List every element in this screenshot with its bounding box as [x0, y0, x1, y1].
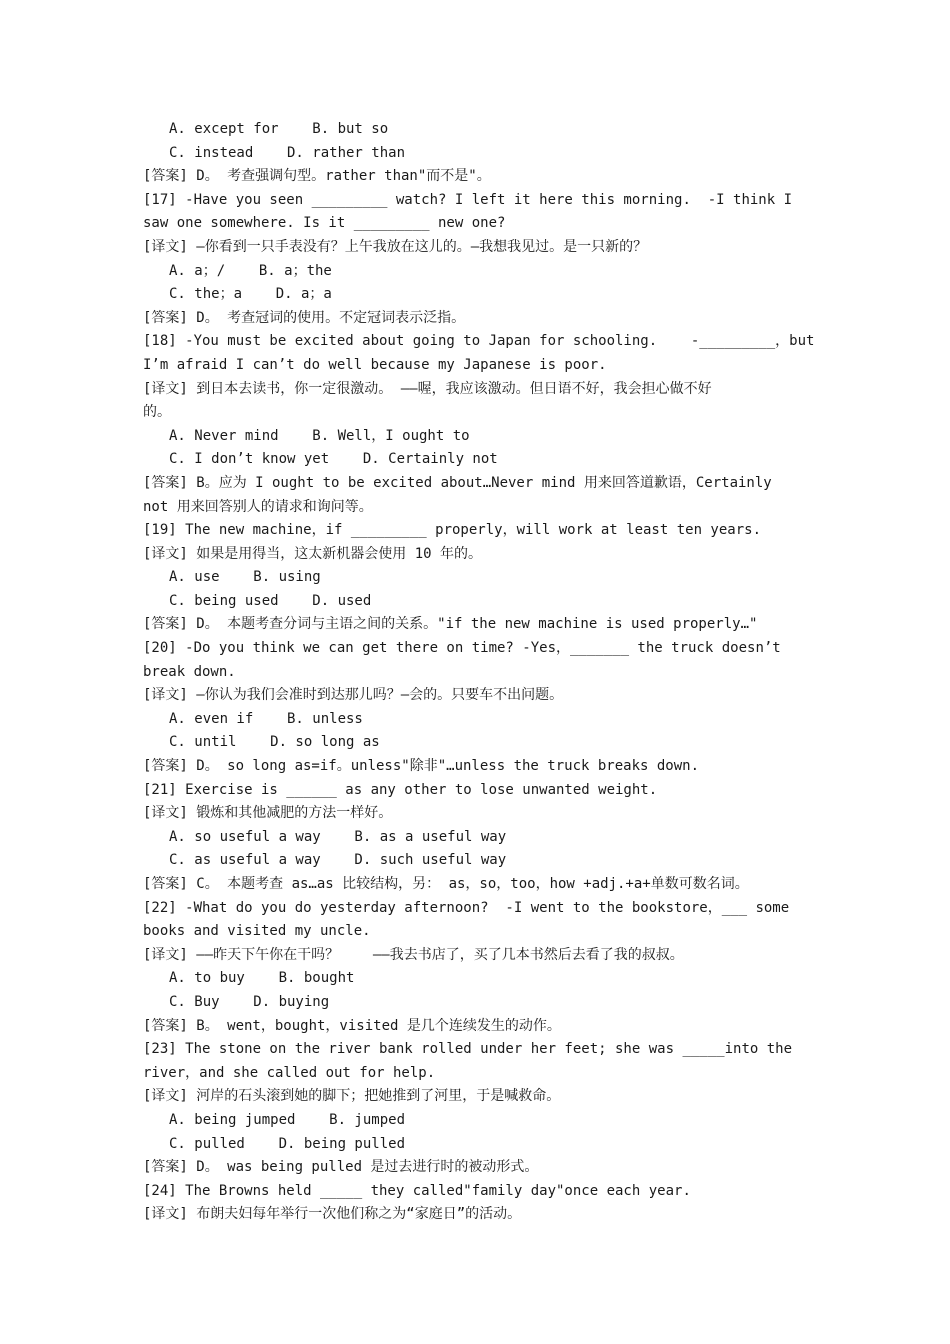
- text-line: [17] -Have you seen _________ watch? I left it here this morning. -I think I: [143, 191, 793, 208]
- text-line: I’m afraid I can’t do well because my Japanese is poor.: [143, 356, 607, 373]
- answer-options-line: A. even if B. unless: [169, 710, 363, 727]
- text-line: [19] The new machine，if _________ properly，will work at least ten years.: [143, 522, 762, 539]
- answer-options-line: A. Never mind B. Well，I ought to: [169, 427, 470, 444]
- text-line: [答案] D。 so long as=if。unless"除非"…unless the truck breaks down.: [143, 758, 700, 775]
- text-line: [21] Exercise is ______ as any other to lose unwanted weight.: [143, 781, 658, 798]
- text-line: 的。: [143, 404, 171, 421]
- answer-options-line: C. Buy D. buying: [169, 993, 330, 1010]
- text-line: [译文] 布朗夫妇每年举行一次他们称之为“家庭日”的活动。: [143, 1206, 522, 1223]
- text-line: [答案] B。 went，bought，visited 是几个连续发生的动作。: [143, 1017, 561, 1034]
- text-line: not 用来回答别人的请求和询问等。: [143, 498, 373, 515]
- text-line: river，and she called out for help.: [143, 1064, 436, 1081]
- answer-options-line: C. until D. so long as: [169, 734, 380, 751]
- text-line: [18] -You must be excited about going to Japan for schooling. -_________，but: [143, 333, 815, 350]
- text-line: saw one somewhere. Is it _________ new one?: [143, 215, 506, 232]
- text-line: break down.: [143, 663, 236, 680]
- text-line: [答案] B。应为 I ought to be excited about…Never mind 用来回答道歉语，Certainly: [143, 474, 772, 491]
- answer-options-line: C. as useful a way D. such useful way: [169, 852, 507, 869]
- answer-options-line: A. to buy B. bought: [169, 970, 355, 987]
- text-line: [23] The stone on the river bank rolled under her feet; she was _____into the: [143, 1041, 793, 1058]
- text-line: [译文] —你看到一只手表没有？上午我放在这儿的。—我想我见过。是一只新的？: [143, 238, 648, 255]
- text-line: [译文] —你认为我们会准时到达那儿吗？—会的。只要车不出问题。: [143, 687, 564, 704]
- answer-options-line: A. a；/ B. a；the: [169, 262, 332, 279]
- text-line: [22] -What do you do yesterday afternoon? -I went to the bookstore，___ some: [143, 899, 790, 916]
- document-page: [143, 118, 815, 1227]
- text-line: [20] -Do you think we can get there on time? -Yes，_______ the truck doesn’t: [143, 640, 781, 657]
- text-line: [答案] D。 was being pulled 是过去进行时的被动形式。: [143, 1159, 539, 1176]
- text-line: [答案] D。 考查冠词的使用。不定冠词表示泛指。: [143, 309, 466, 326]
- answer-options-line: A. use B. using: [169, 569, 321, 586]
- answer-options-line: C. the；a D. a；a: [169, 286, 332, 303]
- answer-options-line: C. instead D. rather than: [169, 144, 406, 161]
- answer-options-line: A. being jumped B. jumped: [169, 1111, 406, 1128]
- text-line: [答案] D。 本题考查分词与主语之间的关系。"if the new machine is used properly…": [143, 616, 758, 633]
- text-line: [24] The Browns held _____ they called"family day"once each year.: [143, 1182, 691, 1199]
- text-line: books and visited my uncle.: [143, 923, 371, 940]
- text-line: [答案] D。 考查强调句型。rather than"而不是"。: [143, 168, 491, 185]
- text-line: [译文] 河岸的石头滚到她的脚下；把她推到了河里，于是喊救命。: [143, 1088, 561, 1105]
- text-line: [译文] ——昨天下午你在干吗？ ——我去书店了，买了几本书然后去看了我的叔叔。: [143, 946, 684, 963]
- answer-options-line: C. pulled D. being pulled: [169, 1135, 406, 1152]
- answer-options-line: C. being used D. used: [169, 592, 372, 609]
- text-line: [译文] 锻炼和其他减肥的方法一样好。: [143, 805, 393, 822]
- text-line: [译文] 到日本去读书，你一定很激动。 ——喔，我应该激动。但日语不好，我会担心做不好: [143, 380, 712, 397]
- answer-options-line: A. so useful a way B. as a useful way: [169, 828, 507, 845]
- text-line: [译文] 如果是用得当，这太新机器会使用 10 年的。: [143, 545, 482, 562]
- answer-options-line: C. I don’t know yet D. Certainly not: [169, 451, 498, 468]
- answer-options-line: A. except for B. but so: [169, 121, 389, 137]
- text-line: [答案] C。 本题考查 as…as 比较结构，另： as，so，too，how +adj.+a+单数可数名词。: [143, 876, 749, 892]
